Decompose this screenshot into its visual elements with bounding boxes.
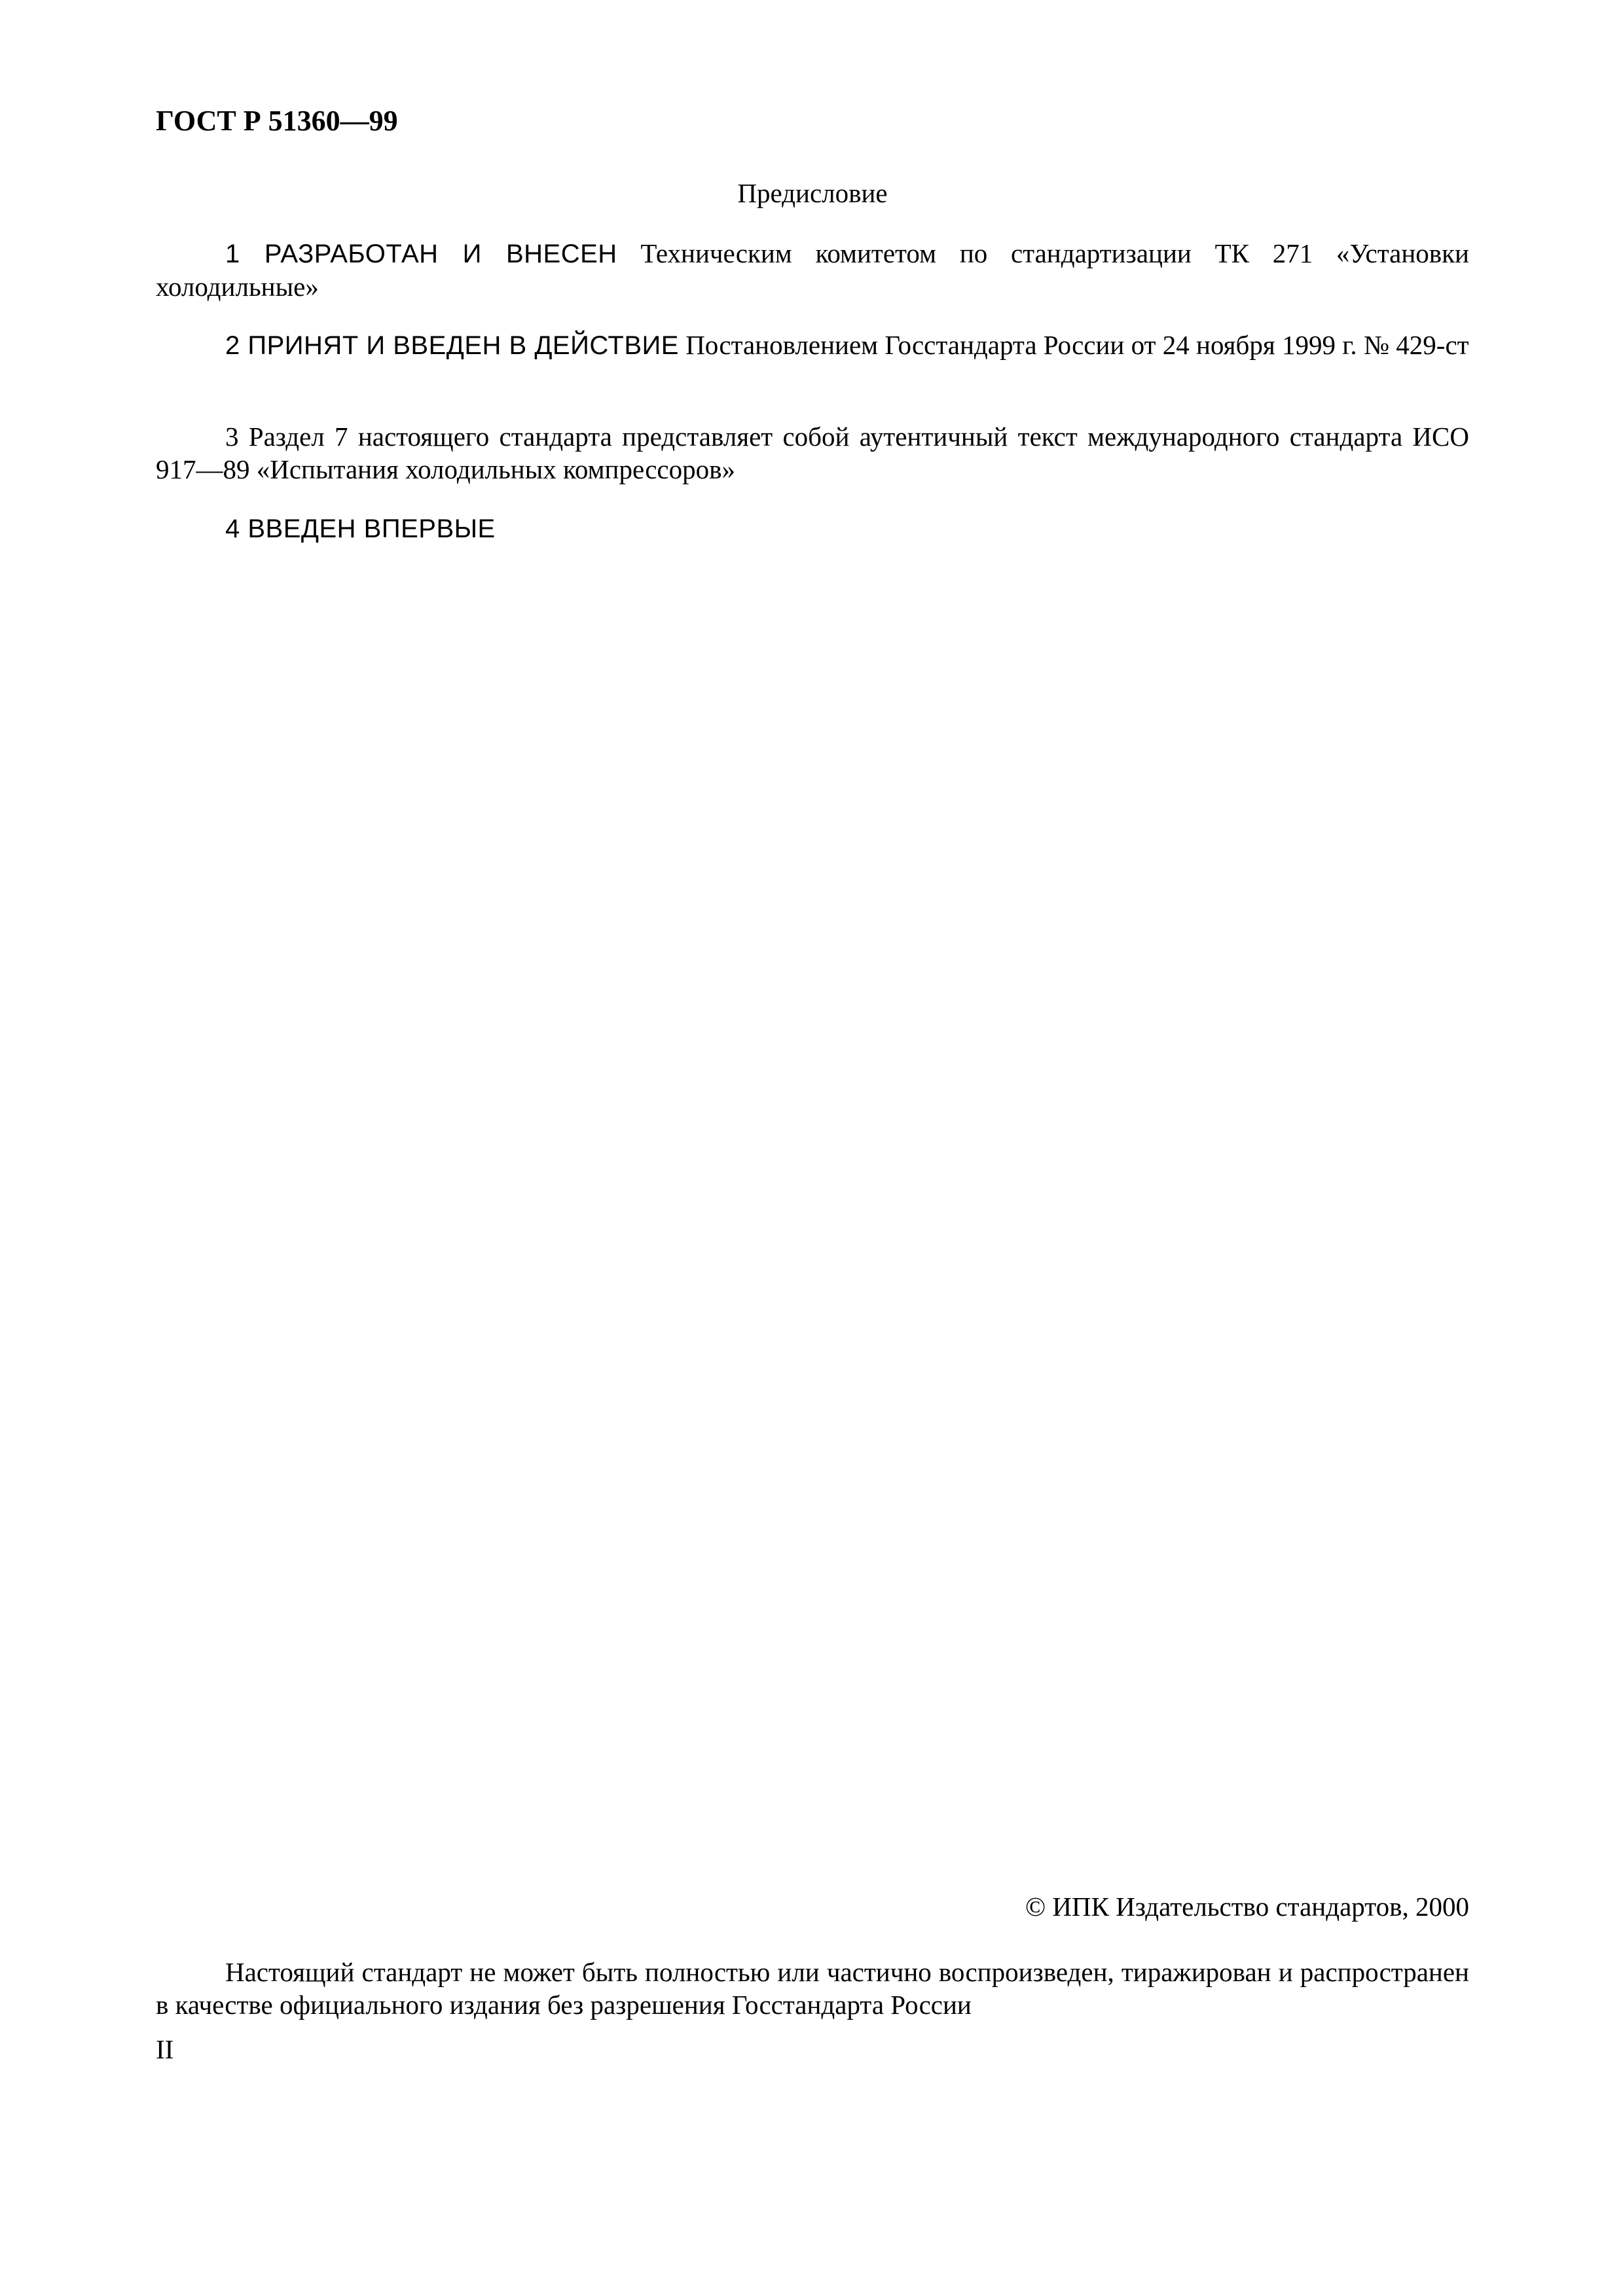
foreword-item-2-text: Постановлением Госстандарта России от 24 ноября 1999 г. № 429-ст	[678, 330, 1469, 360]
reproduction-notice-text: Настоящий стандарт не может быть полностью или частично воспроизведен, тиражирован и распространен в качестве официального издания без разрешения Госстандарта России	[156, 1957, 1469, 2020]
page-number: II	[156, 2034, 174, 2064]
foreword-item-1-lead: 1 РАЗРАБОТАН И ВНЕСЕН	[225, 240, 617, 268]
reproduction-notice	[156, 1956, 1469, 2021]
document-code-header: ГОСТ Р 51360—99	[156, 105, 398, 137]
copyright-line: © ИПК Издательство стандартов, 2000	[1025, 1892, 1469, 1922]
foreword-title: Предисловие	[737, 178, 888, 208]
foreword-item-2-lead: 2 ПРИНЯТ И ВВЕДЕН В ДЕЙСТВИЕ	[225, 331, 679, 360]
foreword-item-1	[156, 237, 1469, 303]
foreword-item-4	[156, 512, 1469, 545]
foreword-item-2	[156, 329, 1469, 362]
foreword-item-3-text: 3 Раздел 7 настоящего стандарта представляет собой аутентичный текст международного стандарта ИСО 917—89 «Испытания холодильных компрессоров»	[156, 422, 1469, 484]
foreword-item-3	[156, 420, 1469, 486]
foreword-item-4-lead: 4 ВВЕДЕН ВПЕРВЫЕ	[225, 514, 496, 543]
foreword-item-1-text: Техническим комитетом по стандартизации ТК 271 «Установки холодильные»	[156, 238, 1470, 302]
